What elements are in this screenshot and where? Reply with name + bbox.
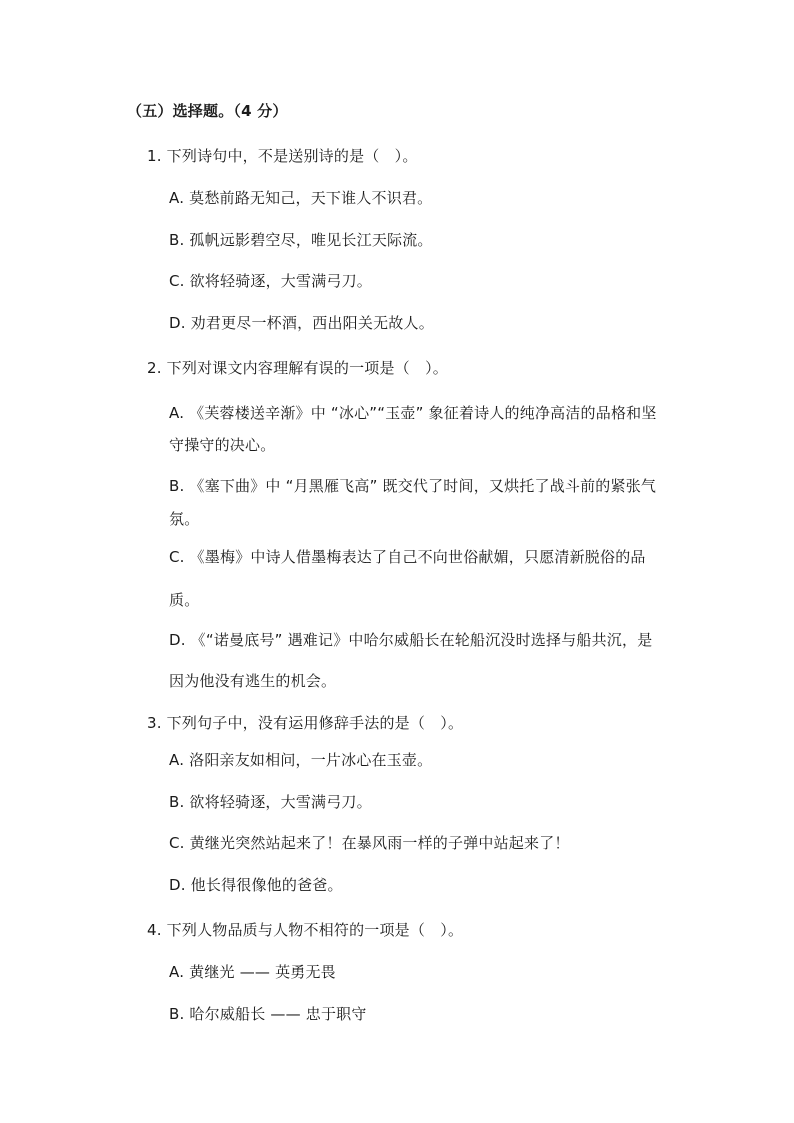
question-3-option-b: B. 欲将轻骑逐，大雪满弓刀。 — [169, 793, 372, 811]
question-2-option-a-cont: 守操守的决心。 — [169, 436, 276, 454]
question-1-option-c: C. 欲将轻骑逐，大雪满弓刀。 — [169, 272, 373, 290]
section-title: （五）选择题。（4 分） — [127, 102, 288, 120]
question-3-option-a: A. 洛阳亲友如相问，一片冰心在玉壶。 — [169, 751, 433, 769]
question-3-stem: 3. 下列句子中，没有运用修辞手法的是（ ）。 — [147, 714, 464, 732]
question-2-option-c: C. 《墨梅》中诗人借墨梅表达了自己不向世俗献媚，只愿清新脱俗的品 — [169, 548, 646, 566]
question-2-option-d: D. 《“诺曼底号” 遇难记》中哈尔威船长在轮船沉没时选择与船共沉，是 — [169, 631, 653, 649]
question-4-option-b: B. 哈尔威船长 —— 忠于职守 — [169, 1005, 367, 1023]
question-2-stem: 2. 下列对课文内容理解有误的一项是（ ）。 — [147, 359, 448, 377]
question-2-option-a: A. 《芙蓉楼送辛渐》中 “冰心”“玉壶” 象征着诗人的纯净高洁的品格和坚 — [169, 404, 657, 422]
question-1-option-a: A. 莫愁前路无知己，天下谁人不识君。 — [169, 189, 433, 207]
question-2-option-b-cont: 氛。 — [169, 510, 200, 528]
question-2-option-d-cont: 因为他没有逃生的机会。 — [169, 672, 337, 690]
question-4-option-a: A. 黄继光 —— 英勇无畏 — [169, 963, 336, 981]
question-1-option-d: D. 劝君更尽一杯酒，西出阳关无故人。 — [169, 314, 434, 332]
question-1-option-b: B. 孤帆远影碧空尽，唯见长江天际流。 — [169, 231, 433, 249]
question-4-stem: 4. 下列人物品质与人物不相符的一项是（ ）。 — [147, 921, 464, 939]
question-3-option-c: C. 黄继光突然站起来了！在暴风雨一样的子弹中站起来了！ — [169, 834, 570, 852]
question-1-stem: 1. 下列诗句中，不是送别诗的是（ ）。 — [147, 147, 418, 165]
question-3-option-d: D. 他长得很像他的爸爸。 — [169, 876, 343, 894]
question-2-option-b: B. 《塞下曲》中 “月黑雁飞高” 既交代了时间，又烘托了战斗前的紧张气 — [169, 477, 657, 495]
question-2-option-c-cont: 质。 — [169, 591, 200, 609]
